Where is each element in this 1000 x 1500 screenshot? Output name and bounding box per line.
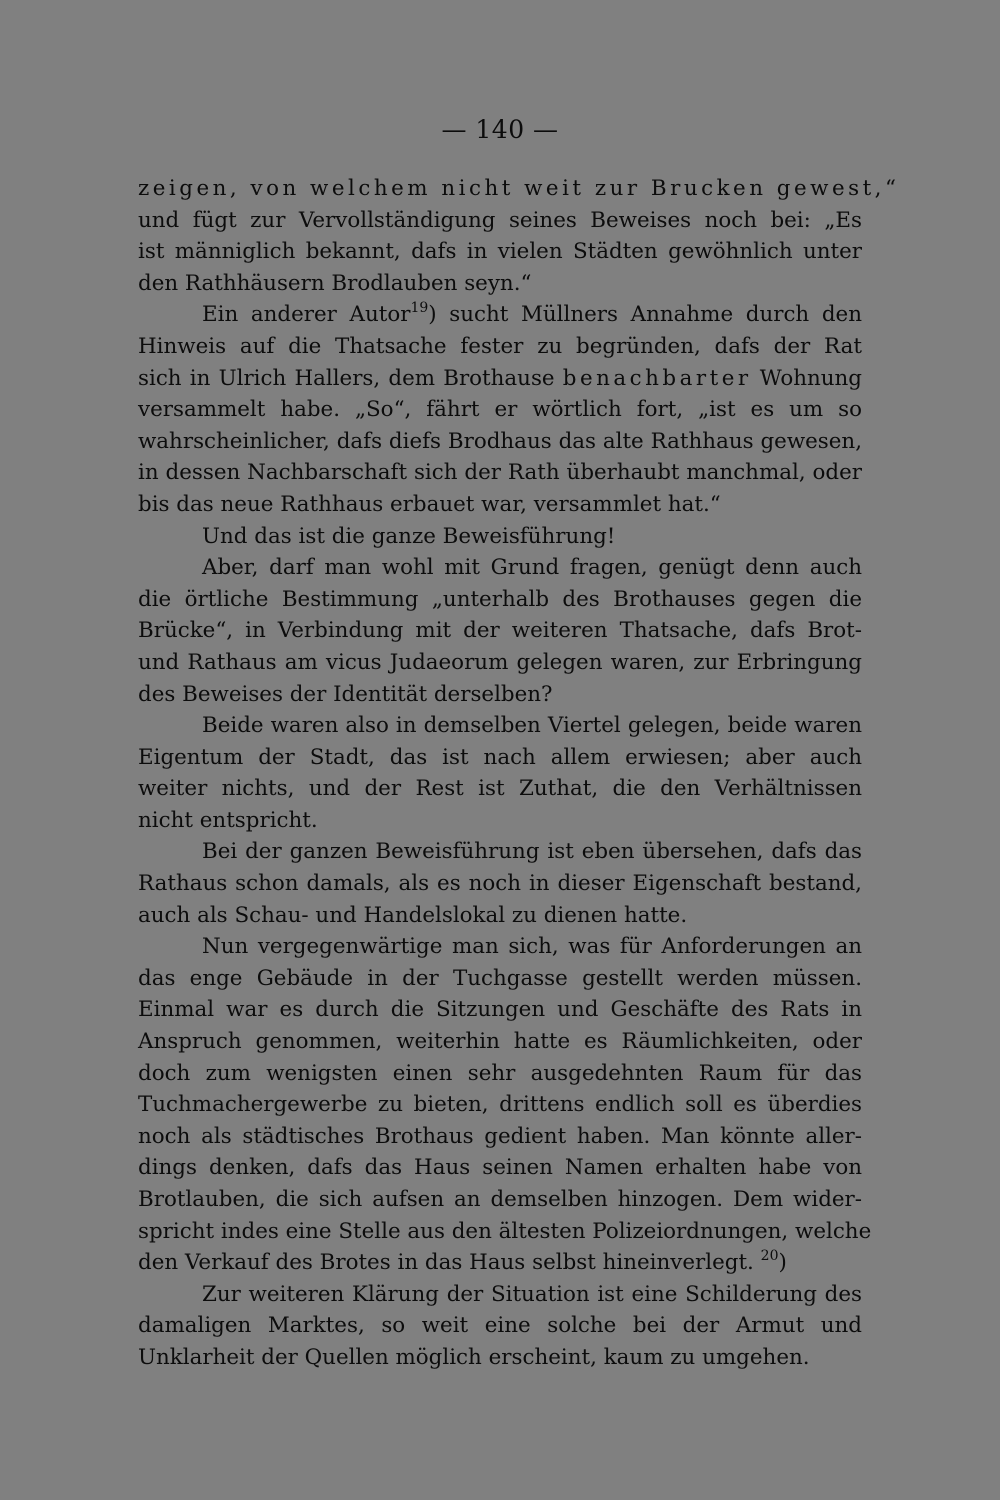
text-line: Einmal war es durch die Sitzungen und Geschäfte des Rats in [138,997,862,1023]
text-line: doch zum wenigsten einen sehr ausgedehnten Raum für das [138,1060,862,1086]
text-line [138,299,862,331]
text-line: Beide waren also in demselben Viertel gelegen, beide waren [202,713,862,739]
text-line: versammelt habe. „So“, fährt er wörtlich fort, „ist es um so [138,397,862,423]
text-segment: ) sucht Müllners Annahme durch den [428,302,862,328]
text-line: dings denken, dafs das Haus seinen Namen erhalten habe von [138,1155,862,1181]
page-number: — 140 — [441,115,559,144]
text-line: den Rathhäusern Brodlauben seyn.“ [138,270,532,296]
text-line: des Beweises der Identität derselben? [138,681,553,707]
text-line: das enge Gebäude in der Tuchgasse gestellt werden müssen. [138,965,862,991]
text-line: Brotlauben, die sich aufsen an demselben hinzogen. Dem wider- [138,1187,862,1212]
text-line: auch als Schau- und Handelslokal zu dienen hatte. [138,902,688,928]
text-line: ist männiglich bekannt, dafs in vielen Städten gewöhnlich unter [138,239,862,265]
text-line: Eigentum der Stadt, das ist nach allem erwiesen; aber auch [138,744,862,770]
text-line: Rathaus schon damals, als es noch in dieser Eigenschaft bestand, [138,871,862,897]
text-line: Aber, darf man wohl mit Grund fragen, genügt denn auch [202,555,862,581]
text-line: Bei der ganzen Beweisführung ist eben übersehen, dafs das [202,839,862,865]
text-segment: Ein anderer Autor [202,302,411,328]
text-line: und fügt zur Vervollständigung seines Beweises noch bei: „Es [138,207,862,233]
text-line: nicht entspricht. [138,807,318,833]
text-line: Anspruch genommen, weiterhin hatte es Räumlichkeiten, oder [138,1029,862,1055]
text-line: wahrscheinlicher, dafs diefs Brodhaus das alte Rathhaus gewesen, [138,428,862,454]
text-line: und Rathaus am vicus Judaeorum gelegen waren, zur Erbringung [138,649,862,675]
text-line: Zur weiteren Klärung der Situation ist eine Schilderung des [202,1281,862,1307]
emphasized-text: benachbarter [562,365,752,391]
text-segment: ) [778,1250,787,1276]
body-text [138,173,900,1374]
text-line: noch als städtisches Brothaus gedient haben. Man könnte aller- [138,1123,862,1149]
text-line: spricht indes eine Stelle aus den ältesten Polizeiordnungen, welche [138,1218,872,1244]
text-line: Und das ist die ganze Beweisführung! [202,523,616,549]
text-line: zeigen, von welchem nicht weit zur Brucken gewest,“ [138,176,900,201]
text-line: Tuchmachergewerbe zu bieten, drittens endlich soll es überdies [138,1092,862,1118]
text-line: in dessen Nachbarschaft sich der Rath überhaubt manchmal, oder [138,460,862,486]
text-segment: Wohnung [751,365,862,391]
text-line: die örtliche Bestimmung „unterhalb des Brothauses gegen die [138,586,862,612]
text-line: Brücke“, in Verbindung mit der weiteren Thatsache, dafs Brot- [138,618,862,644]
text-line: damaligen Marktes, so weit eine solche bei der Armut und [138,1313,862,1339]
text-line: Unklarheit der Quellen möglich erscheint, kaum zu umgehen. [138,1344,810,1370]
text-line: bis das neue Rathhaus erbauet war, versammlet hat.“ [138,491,721,517]
text-line [138,1247,862,1279]
text-line [138,363,862,395]
text-segment: sich in Ulrich Hallers, dem Brothause [138,365,563,391]
text-segment: den Verkauf des Brotes in das Haus selbst hineinverlegt. [138,1250,761,1276]
footnote-reference: 19 [410,300,429,317]
text-line: Hinweis auf die Thatsache fester zu begründen, dafs der Rat [138,333,862,359]
footnote-reference: 20 [760,1248,779,1265]
text-line: weiter nichts, und der Rest ist Zuthat, die den Verhältnissen [138,776,862,802]
text-line: Nun vergegenwärtige man sich, was für Anforderungen an [202,934,862,960]
